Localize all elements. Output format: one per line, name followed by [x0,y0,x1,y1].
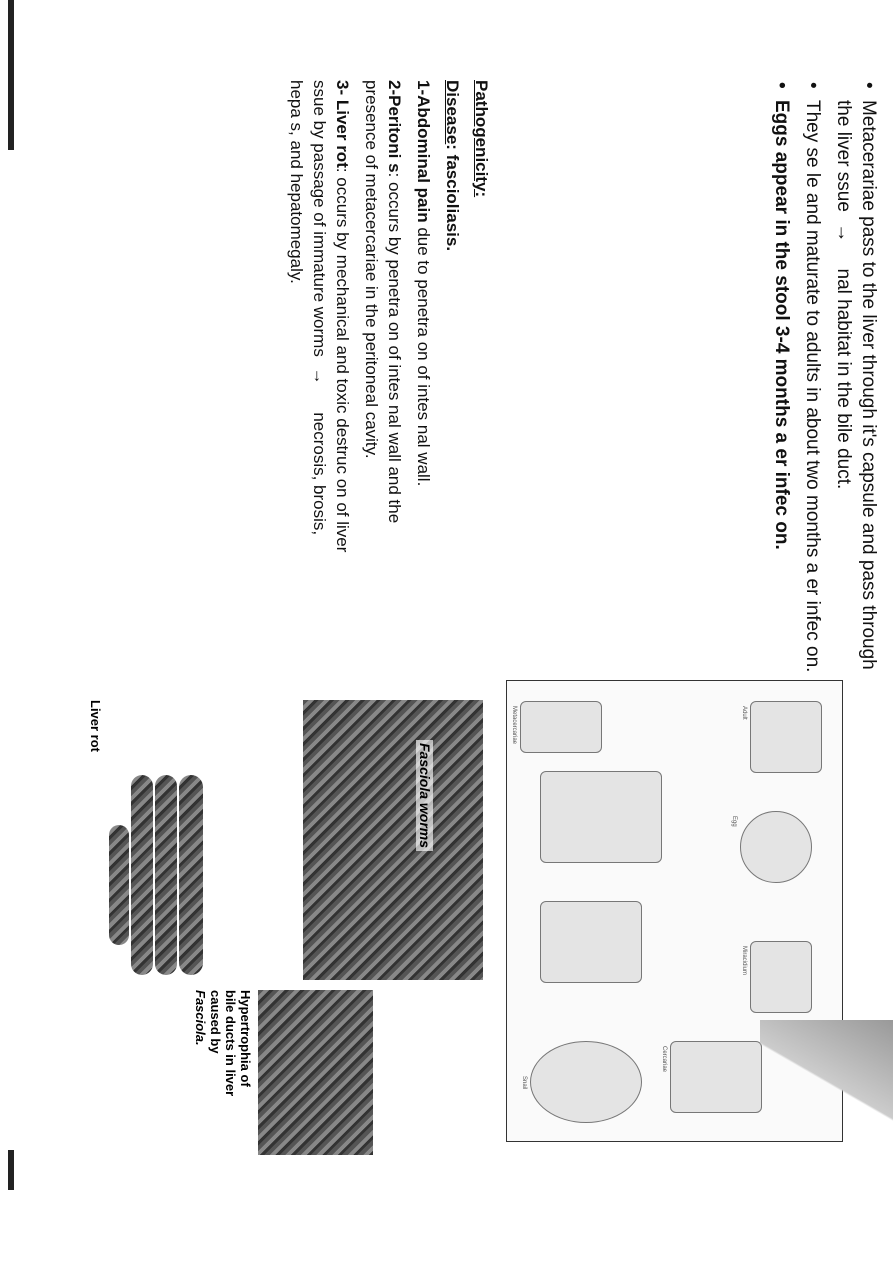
page-fold-shadow [760,1020,893,1190]
caption-line: Hypertrophia of [238,990,253,1087]
item-text: : occurs by mechanical and toxic destruc on of liver ssue by passage of immature worms [310,80,352,553]
bullet-item [769,80,794,680]
liver-rot-caption: Liver rot [88,700,103,753]
item-text: necrosis, brosis, hepa s, and hepatomegaly. [287,80,329,536]
bullet-item [831,80,881,680]
lifecycle-label: Egg [731,816,737,827]
item-title: 3- Liver rot [333,80,352,168]
disease-label: Disease [443,80,462,145]
liver-rot-photo-group [103,775,203,975]
arrow-icon: → [833,223,854,243]
host-animals-image [540,901,642,983]
lifecycle-stage-image [670,1041,762,1113]
lifecycle-label: Snail [521,1076,527,1090]
lifecycle-label: Cercariae [661,1046,667,1073]
item-title: 2-Peritoni s [385,80,404,173]
lifecycle-stage-image [740,811,812,883]
bullet-list [763,80,881,680]
hypertrophia-photo [258,990,373,1155]
arrow-icon: → [310,367,329,385]
hypertrophia-caption [193,990,253,1150]
lifecycle-label: Metacercariae [511,706,517,745]
liver-slice-image [131,775,153,975]
caption-line: Fasciola. [193,990,208,1046]
item-title: 1-Abdominal pain [414,80,433,223]
liver-slice-image [179,775,203,975]
bullet-item [800,80,825,680]
lifecycle-label: Adult [741,706,747,720]
bullet-text: They se le and maturate to adults in about two months a er infec on. [802,100,823,673]
fasciola-worms-photo [303,700,483,980]
lifecycle-stage-image [750,941,812,1013]
item-text: due to penetra on of intes nal wall. [414,222,433,487]
caption-line: bile ducts in liver [223,990,238,1097]
bullet-text: nal habitat in the bile duct. [833,268,854,490]
pathogenicity-section [279,80,493,560]
lifecycle-stage-image [520,701,602,753]
liver-slice-image [109,825,129,945]
caption-line: caused by [208,990,223,1054]
lifecycle-stage-image [750,701,822,773]
pathology-item [285,80,354,560]
pathology-item [412,80,435,560]
disease-line [441,80,464,560]
bullet-text: Eggs appear in the stool 3-4 months a er infec on. [771,100,792,550]
disease-name: : fascioliasis. [443,144,462,252]
lifecycle-label: Miracidium [741,946,747,976]
section-heading: Pathogenicity: [472,80,491,198]
snail-image [530,1041,642,1123]
bullet-text: Metacerariae pass to the liver through it's capsule and pass through the liver ssue [833,100,879,670]
human-host-image [540,771,662,863]
worms-label: Fasciola worms [416,740,433,851]
liver-slice-image [155,775,177,975]
pathology-item [360,80,406,560]
item-text: : occurs by penetra on of intes nal wall and the presence of metacercariae in the peritoneal cavity. [362,80,404,524]
